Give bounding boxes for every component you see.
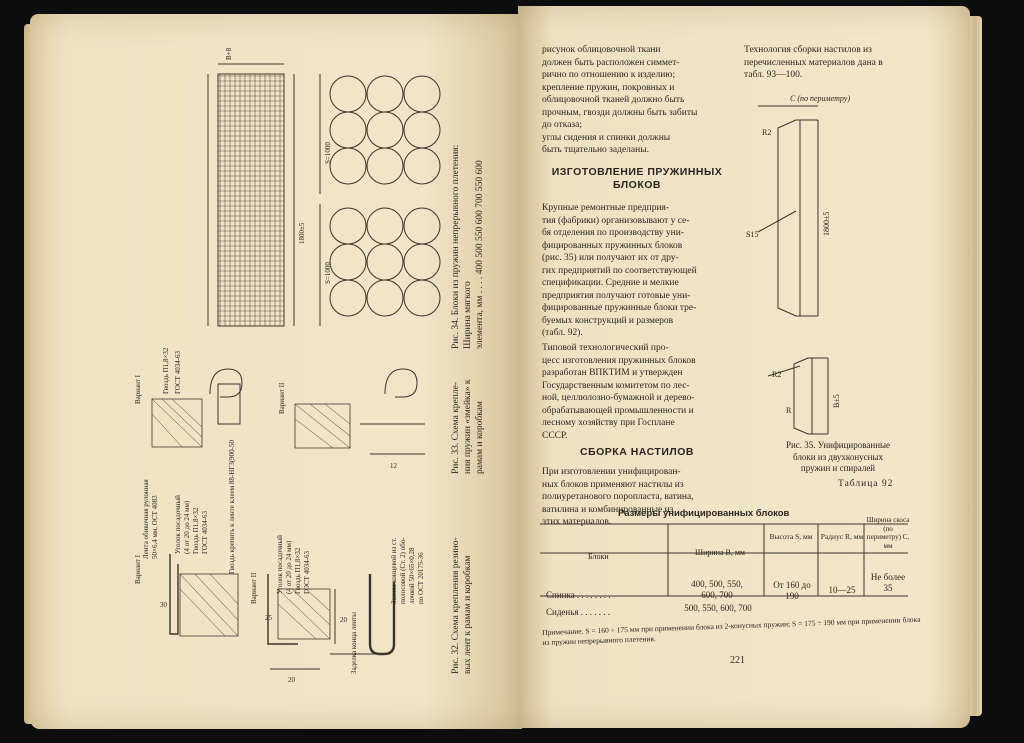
fig35-caption: Рис. 35. Унифицированные блоки из двухконусных пружин и спиралей bbox=[785, 440, 891, 473]
fig35-h1: 1800±5 bbox=[822, 211, 831, 236]
spring-coil bbox=[404, 112, 440, 148]
row-back-width: 400, 500, 550, 600, 700 bbox=[691, 579, 743, 600]
page-number: 221 bbox=[730, 655, 745, 666]
fig34-caption: Рис. 34. Блоки из пружин непрерывного плетения: Ширина мягкого элемента, мм . . . . 400 500 550 600 700 550 600 bbox=[451, 144, 485, 349]
spring-coil bbox=[404, 76, 440, 112]
th-chamfer: Ширина скоса (по периметру) C, мм bbox=[866, 516, 910, 550]
spring-coil bbox=[367, 112, 403, 148]
fig35-r2: R2 bbox=[772, 370, 782, 379]
fig32-variant1: Вариант I bbox=[134, 554, 142, 584]
row-seat-name: Сиденья . . . . . . . bbox=[546, 607, 610, 617]
spring-coil bbox=[404, 280, 440, 316]
fig32-dim-0: 30 bbox=[160, 601, 167, 609]
fig34-dim-right: 1800±5 bbox=[298, 222, 306, 244]
fig32-caption: Рис. 32. Схема крепления резино- вых лент к рамам и коробкам bbox=[451, 537, 473, 674]
row-seat-width: 500, 550, 600, 700 bbox=[684, 603, 752, 613]
spring-coil bbox=[404, 148, 440, 184]
clip-variant-1 bbox=[210, 369, 242, 397]
th-height: Высота S, мм bbox=[769, 532, 813, 541]
th-blocks: Блоки bbox=[588, 552, 609, 561]
spring-circles-bottom bbox=[330, 208, 440, 316]
table-note: Примечание. S = 160 ÷ 175 мм при применении блока из 2-конусных пружин; S = 175 ÷ 190 мм при применении блока из пружин непрерывного плетения. bbox=[542, 614, 921, 647]
spring-coil bbox=[330, 148, 366, 184]
block-profile-1 bbox=[778, 120, 800, 316]
fig33-label1: Гвоздь П1,8×32 ГОСТ 4034-63 bbox=[162, 347, 182, 394]
fig32-variant2: Вариант II bbox=[250, 572, 258, 604]
right-col1-top: рисунок облицовочной ткани должен быть расположен симмет- рично по отношению к изделию; крепление пружин, покровных и облицовочной тканей должно быть прочным, гвозди должны быть забиты до отказа; углы сидения и спинки должны быть тщательно заделаны. bbox=[542, 45, 698, 155]
clip-variant-2 bbox=[385, 369, 417, 397]
fig34-dim-top: B+8 bbox=[225, 47, 233, 60]
spring-coil bbox=[367, 280, 403, 316]
mesh-block-outline bbox=[218, 74, 284, 326]
spring-coil bbox=[330, 112, 366, 148]
fig35-label-top: С (по периметру) bbox=[790, 94, 850, 103]
row-back-name: Спинка . . . . . . . . bbox=[546, 590, 611, 600]
fig32-labels-a: Лента обивочная рулонная 50×6,4 мм, ОСТ 4083 bbox=[142, 479, 159, 559]
fig32-dim-2: 20 bbox=[340, 616, 347, 624]
spring-coil bbox=[330, 208, 366, 244]
heading-spring-blocks: ИЗГОТОВЛЕНИЕ ПРУЖИННЫХ БЛОКОВ bbox=[551, 166, 723, 191]
spring-coil bbox=[367, 208, 403, 244]
mesh-grid bbox=[218, 74, 284, 326]
cell-radius: 10—25 bbox=[828, 585, 856, 595]
para-assembly: При изготовлении унифицирован- ных блоков применяют настилы из полиуретанового поропласта, ватина, ватилина и комбинированные из этих материалов. bbox=[542, 467, 694, 527]
fig35-r1: R2 bbox=[762, 128, 772, 137]
cell-height: От 160 до 190 bbox=[773, 580, 811, 601]
fig34-dim-left2: S=1000 bbox=[324, 262, 332, 284]
spring-coil bbox=[367, 148, 403, 184]
fig32-labels-b: Уголок посадочный (4 от 20 до 24 мм) Гвоздь П1,8×32 ГОСТ 4034-63 bbox=[174, 495, 209, 554]
fig35-r3: R bbox=[786, 406, 792, 415]
left-page bbox=[30, 14, 522, 729]
spring-coil bbox=[404, 244, 440, 280]
fig32-labels-d: Уголок посадочный (4 от 20 до 24 мм) Гвоздь П1,8×32 ГОСТ 4034-63 bbox=[276, 535, 311, 594]
spring-coil bbox=[330, 244, 366, 280]
right-col2-top: Технология сборки настилов из перечисленных материалов дана в табл. 93—100. bbox=[744, 45, 883, 80]
right-page bbox=[518, 6, 970, 728]
left-page-figures bbox=[30, 14, 522, 729]
fig32-label-e: Заделка конца ленты bbox=[350, 612, 358, 674]
fig35-s1: S15 bbox=[746, 230, 759, 239]
fig35-b1: B±5 bbox=[832, 394, 841, 408]
open-book bbox=[30, 6, 988, 734]
spring-coil bbox=[330, 76, 366, 112]
spring-circles-top bbox=[330, 76, 440, 184]
spring-coil bbox=[367, 76, 403, 112]
spring-coil bbox=[330, 280, 366, 316]
fig32-labels-f: Зажим концевой из ст. полосовой (Ст. 2) обо- лочкой 50×65×0,28 по ОСТ 20175-36 bbox=[390, 537, 425, 604]
cell-chamfer: Не более 35 bbox=[870, 572, 906, 593]
fig32-dim-1: 25 bbox=[265, 614, 272, 622]
fig32-label-c: Гвоздь крепить к ленте клеем 88-НГ3(900-50 bbox=[228, 440, 236, 574]
para-spring-blocks: Крупные ремонтные предприя- тия (фабрики) организовывают у се- бя отделения по производству уни- фицированных пружинных блоков (рис. 35) или получают их от дру- гих предприятий по соответствующей спецификации. Средние и мелкие предприятия получают готовые уни- фицированные пружинные блоки тре- буемых конструкций и размеров (табл. 92). bbox=[542, 203, 697, 338]
fig33-caption: Рис. 33. Схема крепле- ния пружин «змейка» к рамам и коробкам bbox=[451, 379, 485, 474]
spring-coil bbox=[404, 208, 440, 244]
fig33-dim: 12 bbox=[390, 462, 397, 470]
spring-coil bbox=[367, 244, 403, 280]
th-radius: Радиус R, мм bbox=[820, 532, 864, 541]
table-label: Таблица 92 bbox=[838, 479, 894, 489]
para-process: Типовой технологический про- цесс изготовления пружинных блоков разработан ВПКТИМ и утвержден Государственным комитетом по лес- ной, целлюлозно-бумажной и дерево- обрабатывающей промышленности и лесному хозяйству при Госплане СССР. bbox=[542, 343, 696, 441]
th-width: Ширина B, мм bbox=[695, 548, 745, 557]
heading-assembly: СБОРКА НАСТИЛОВ bbox=[579, 446, 694, 458]
fig33-variant1: Вариант I bbox=[134, 374, 142, 404]
table-title: Размеры унифицированных блоков bbox=[618, 508, 790, 519]
fig33-variant2: Вариант II bbox=[278, 382, 286, 414]
block-profile-2 bbox=[794, 358, 812, 434]
fig34-dim-left1: S=1000 bbox=[324, 142, 332, 164]
fig32-dim-3: 20 bbox=[288, 676, 295, 684]
